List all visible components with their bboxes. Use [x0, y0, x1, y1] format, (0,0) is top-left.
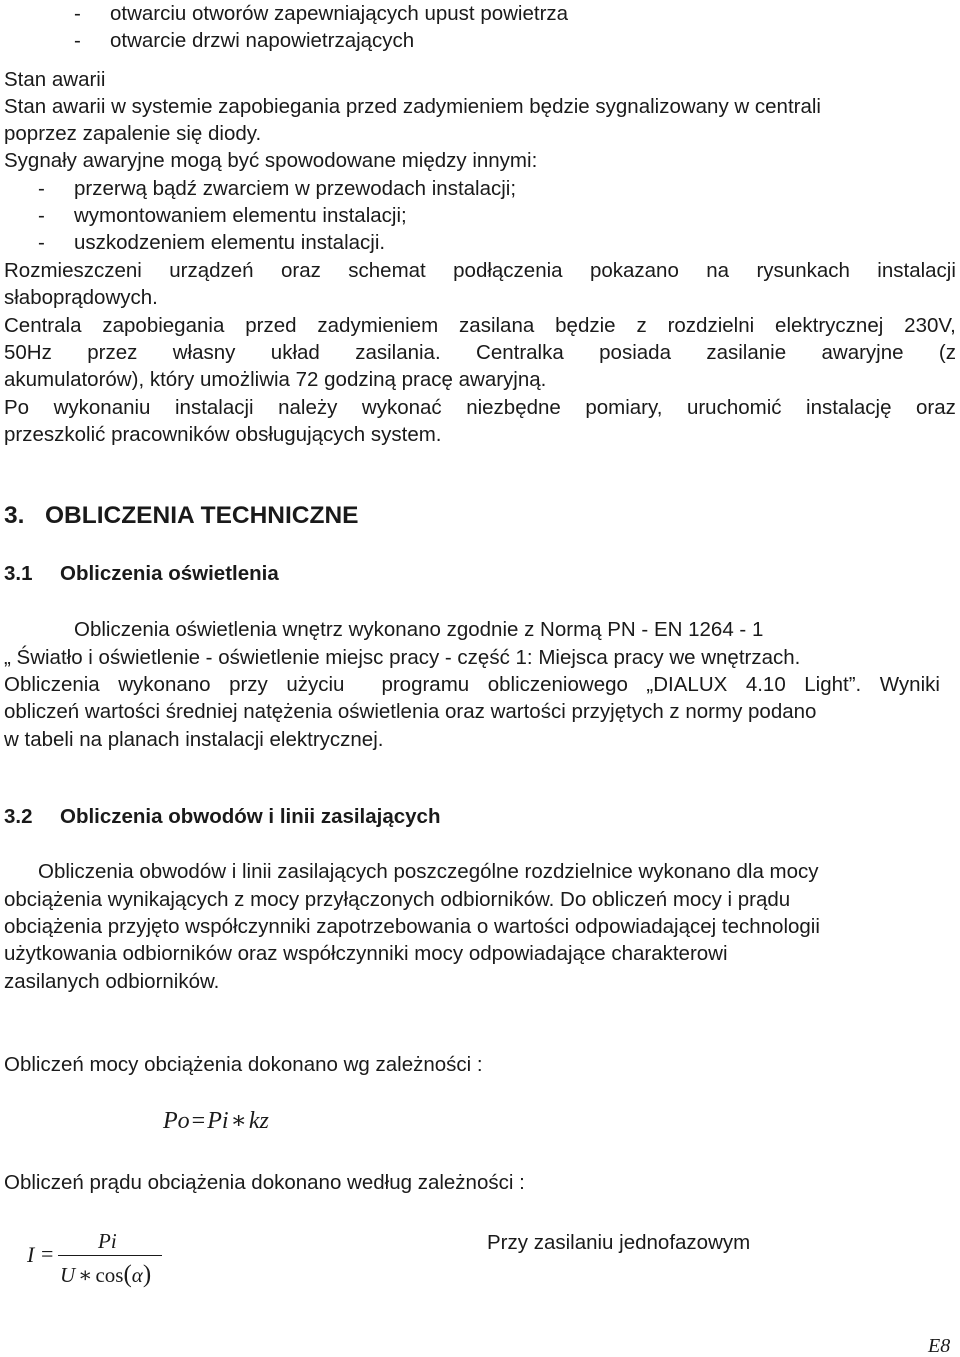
bullet-text: otwarcie drzwi napowietrzających [110, 29, 415, 52]
word: rozdzielni [667, 314, 755, 337]
formula-paren: ) [142, 1261, 152, 1288]
word: urządzeń [169, 259, 254, 282]
word: zasilania. [355, 341, 441, 364]
paragraph-line: obciążenia wynikających z mocy przyłączonych odbiorników. Do obliczeń mocy i prądu [4, 888, 791, 911]
word: pokazano [589, 259, 679, 282]
word: 230V, [904, 314, 956, 337]
bullet-dash: - [38, 204, 45, 227]
subsection-number: 3.2 [4, 805, 33, 828]
bullet-dash: - [74, 29, 81, 52]
formula-term: U [60, 1263, 76, 1287]
formula-equals: = [191, 1108, 206, 1134]
paragraph-line: w tabeli na planach instalacji elektrycznej. [4, 728, 384, 751]
paragraph-line: obciążenia przyjęto współczynniki zapotrzebowania o wartości odpowiadającej technologii [4, 915, 820, 938]
word: zasilanie [706, 341, 787, 364]
word: instalację [806, 396, 892, 419]
bullet-text: uszkodzeniem elementu instalacji. [74, 231, 386, 254]
word: zasilana [459, 314, 535, 337]
word: Centralka [476, 341, 564, 364]
section-title: OBLICZENIA TECHNICZNE [45, 502, 359, 529]
formula-paren: ( [123, 1261, 132, 1288]
word: zapobiegania [102, 314, 225, 337]
paragraph-line: Sygnały awaryjne mogą być spowodowane między innymi: [4, 149, 538, 172]
word: awaryjne [821, 341, 904, 364]
paragraph-line: Obliczenia obwodów i linii zasilających poszczególne rozdzielnice wykonano dla mocy [38, 860, 819, 883]
section-number: 3. [4, 502, 25, 529]
word: Centrala [4, 314, 82, 337]
bullet-dash: - [38, 231, 45, 254]
formula-lhs: I [27, 1242, 35, 1267]
word: z [636, 314, 647, 337]
word: użyciu [286, 673, 345, 696]
word: Wyniki [879, 673, 940, 696]
bullet-text: otwarciu otworów zapewniających upust powietrza [110, 2, 569, 25]
word: układ [270, 341, 320, 364]
paragraph-line: słaboprądowych. [4, 286, 158, 309]
word: przed [245, 314, 297, 337]
formula-term: Pi [207, 1108, 229, 1134]
bullet-dash: - [38, 177, 45, 200]
page-number: E8 [928, 1335, 951, 1357]
subsection-number: 3.1 [4, 562, 33, 585]
formula-numerator: Pi [98, 1229, 117, 1253]
word: Po [4, 396, 30, 419]
word: przez [87, 341, 138, 364]
word: na [706, 259, 730, 282]
word: Obliczenia [4, 673, 100, 696]
word: pomiary, [585, 396, 663, 419]
word: (z [938, 341, 956, 364]
formula-term: α [131, 1263, 143, 1287]
paragraph-line: użytkowania odbiorników oraz współczynniki mocy odpowiadające charakterowi [4, 942, 728, 965]
paragraph-line-justified [4, 261, 956, 282]
paragraph-line: Stan awarii w systemie zapobiegania przed zadymieniem będzie sygnalizowany w centrali [4, 95, 821, 118]
awaria-heading: Stan awarii [4, 68, 106, 91]
word: oraz [916, 396, 956, 419]
word: oraz [280, 259, 321, 282]
paragraph-line-justified [4, 343, 956, 364]
subsection-title: Obliczenia obwodów i linii zasilających [60, 805, 441, 828]
word: posiada [599, 341, 671, 364]
word: obliczeniowego [487, 673, 628, 696]
subsection-title: Obliczenia oświetlenia [60, 562, 279, 585]
word: Light”. [804, 673, 862, 696]
formula-power [163, 1109, 269, 1133]
formula-function: cos [95, 1263, 124, 1287]
word: Rozmieszczeni [4, 259, 142, 282]
paragraph-line: poprzez zapalenie się diody. [4, 122, 262, 145]
formula-note: Przy zasilaniu jednofazowym [487, 1231, 751, 1254]
formula-equals: = [41, 1241, 54, 1266]
paragraph-line: zasilanych odbiorników. [4, 970, 220, 993]
word: elektrycznej [775, 314, 884, 337]
word: własny [172, 341, 236, 364]
formula-intro: Obliczeń mocy obciążenia dokonano wg zależności : [4, 1053, 483, 1076]
word: będzie [555, 314, 616, 337]
word: uruchomić [686, 396, 782, 419]
bullet-dash: - [74, 2, 81, 25]
word: wykonać [361, 396, 442, 419]
paragraph-line: Obliczenia oświetlenia wnętrz wykonano zgodnie z Normą PN - EN 1264 - 1 [74, 618, 764, 641]
paragraph-line-justified [4, 675, 940, 696]
paragraph-line: akumulatorów), który umożliwia 72 godziną pracę awaryjną. [4, 368, 547, 391]
formula-multiply: ∗ [78, 1263, 93, 1287]
word: instalacji [877, 259, 956, 282]
word: 50Hz [4, 341, 52, 364]
word: instalacji [174, 396, 254, 419]
paragraph-line-justified [4, 398, 956, 419]
formula-multiply: ∗ [230, 1108, 247, 1134]
word: wykonaniu [53, 396, 151, 419]
word: rysunkach [756, 259, 850, 282]
word: należy [278, 396, 338, 419]
fraction-bar [58, 1255, 162, 1256]
paragraph-line: obliczeń wartości średniej natężenia oświetlenia oraz wartości przyjętych z normy podano [4, 700, 817, 723]
word: przy [229, 673, 268, 696]
formula-intro: Obliczeń prądu obciążenia dokonano według zależności : [4, 1171, 525, 1194]
word: wykonano [118, 673, 211, 696]
bullet-text: wymontowaniem elementu instalacji; [74, 204, 407, 227]
word: podłączenia [453, 259, 563, 282]
word: 4.10 [745, 673, 786, 696]
word: programu [381, 673, 470, 696]
formula-lhs: Po [163, 1108, 190, 1134]
word: niezbędne [466, 396, 561, 419]
word: zadymieniem [317, 314, 439, 337]
formula-term: kz [248, 1108, 269, 1134]
word: „DIALUX [646, 673, 728, 696]
paragraph-line-justified [4, 316, 956, 337]
paragraph-line: „ Światło i oświetlenie - oświetlenie miejsc pracy - część 1: Miejsca pracy we wnętrzach. [4, 646, 801, 669]
word: schemat [348, 259, 426, 282]
bullet-text: przerwą bądź zwarciem w przewodach instalacji; [74, 177, 517, 200]
formula-denominator [60, 1262, 151, 1287]
paragraph-line: przeszkolić pracowników obsługujących system. [4, 423, 442, 446]
